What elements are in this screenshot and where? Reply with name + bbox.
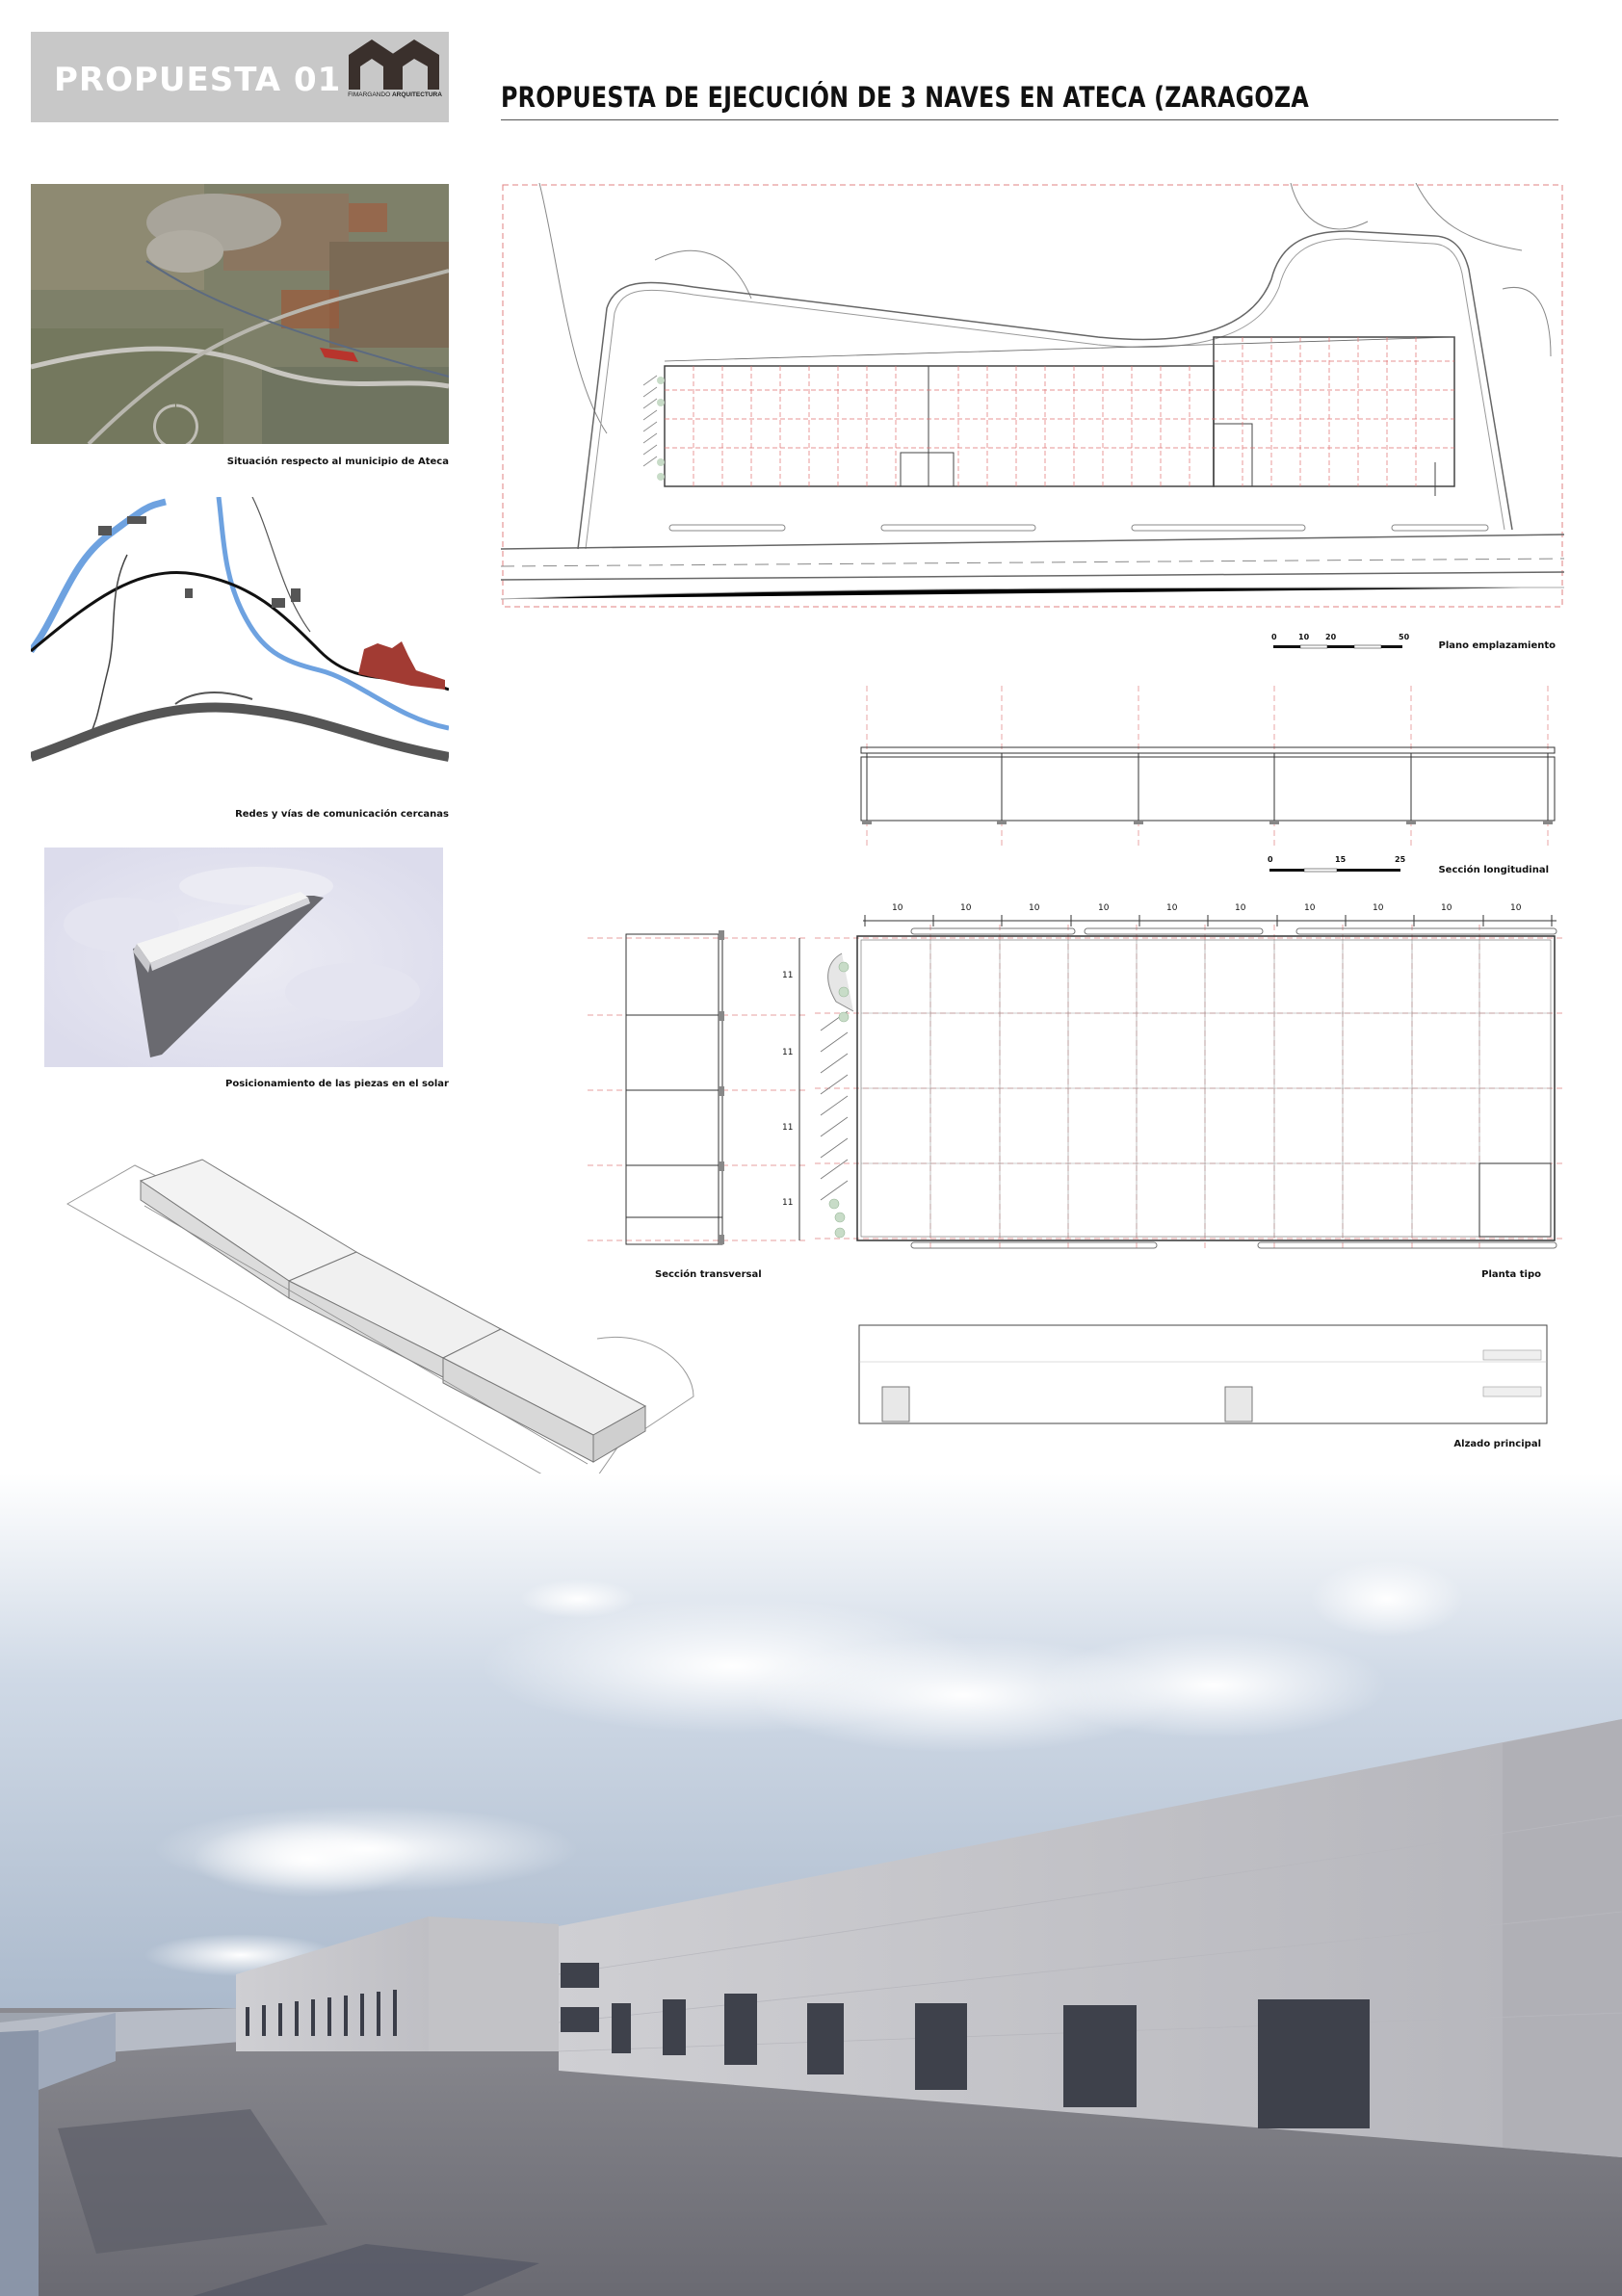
studio-logo [347, 38, 443, 117]
plan-dim-top-5: 10 [1166, 903, 1178, 913]
title-underline [501, 119, 1558, 120]
site-plan [501, 183, 1564, 609]
caption-situacion: Situación respecto al municipio de Ateca [226, 457, 449, 467]
header-box [31, 32, 449, 122]
site-scale-20: 20 [1325, 633, 1337, 641]
caption-emplazamiento: Plano emplazamiento [1438, 640, 1556, 651]
plan-dim-top-7: 10 [1304, 903, 1316, 913]
logo-text [347, 91, 443, 98]
logo-text-light: FIMARGANDO [348, 91, 391, 98]
site-scale-10: 10 [1298, 633, 1310, 641]
aerial-situation-image [31, 184, 449, 444]
proposal-label: PROPUESTA 01 [54, 61, 342, 99]
caption-planta-tipo: Planta tipo [1481, 1269, 1541, 1280]
plan-dim-side-4: 11 [782, 1198, 794, 1208]
section-scale-15: 15 [1335, 855, 1347, 864]
positioning-render [44, 848, 443, 1067]
plan-dim-top-3: 10 [1029, 903, 1040, 913]
site-plan-grid [665, 337, 1454, 486]
caption-redes: Redes y vías de comunicación cercanas [235, 809, 449, 820]
section-scale-25: 25 [1395, 855, 1406, 864]
site-scale-50: 50 [1399, 633, 1410, 641]
plan-dim-side-1: 11 [782, 971, 794, 980]
caption-seccion-transversal: Sección transversal [655, 1269, 762, 1280]
plan-dim-top-8: 10 [1373, 903, 1384, 913]
main-elevation [857, 1323, 1551, 1425]
floor-plan [815, 925, 1564, 1252]
plan-dim-top-6: 10 [1235, 903, 1246, 913]
logo-houses-icon [347, 38, 443, 91]
site-scale-0: 0 [1271, 633, 1277, 641]
plan-dim-top-10: 10 [1510, 903, 1522, 913]
networks-map [31, 497, 449, 769]
section-scale-0: 0 [1268, 855, 1273, 864]
plan-dim-top-1: 10 [892, 903, 903, 913]
plan-dim-top-4: 10 [1098, 903, 1110, 913]
plan-dim-side-2: 11 [782, 1048, 794, 1057]
longitudinal-section [848, 686, 1560, 846]
logo-text-bold: ARQUITECTURA [391, 91, 442, 98]
caption-alzado-principal: Alzado principal [1453, 1439, 1541, 1449]
plan-parking-hatch [821, 1011, 848, 1200]
exterior-render [0, 1474, 1622, 2296]
parking-hatch [643, 376, 657, 466]
plan-dim-top-9: 10 [1441, 903, 1452, 913]
transversal-section [588, 928, 809, 1252]
plan-dim-side-3: 11 [782, 1123, 794, 1133]
caption-posicionamiento: Posicionamiento de las piezas en el solar [225, 1079, 449, 1089]
plan-dim-top-2: 10 [960, 903, 972, 913]
page-title: PROPUESTA DE EJECUCIÓN DE 3 NAVES EN ATECA (ZARAGOZA [501, 81, 1310, 114]
caption-seccion-longitudinal: Sección longitudinal [1438, 865, 1549, 875]
